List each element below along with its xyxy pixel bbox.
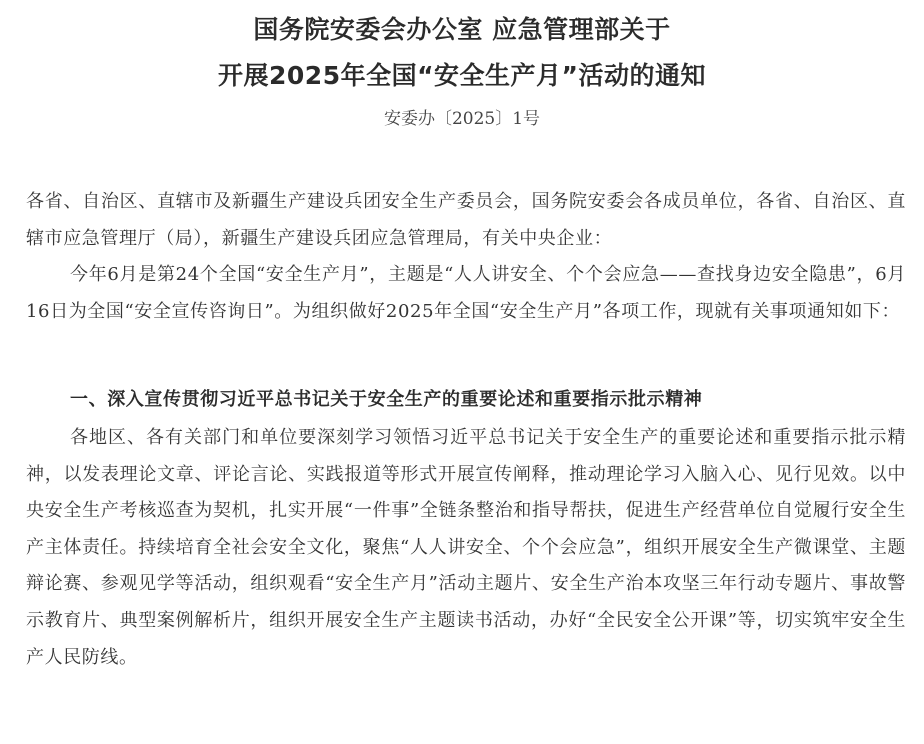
document-title-line-2: 开展2025年全国“安全生产月”活动的通知 [218,61,706,90]
section-1-body: 各地区、各有关部门和单位要深刻学习领悟习近平总书记关于安全生产的重要论述和重要指示批示精神，以发表理论文章、评论言论、实践报道等形式开展宣传阐释，推动理论学习入脑入心、见行见效。以中央安全生产考核巡查为契机，扎实开展“一件事”全链条整治和指导帮扶，促进生产经营单位自觉履行安全生产主体责任。持续培育全社会安全文化，聚焦“人人讲安全、个个会应急”，组织开展安全生产微课堂、主题辩论赛、参观见学等活动，组织观看“安全生产月”活动主题片、安全生产治本攻坚三年行动专题片、事故警示教育片、典型案例解析片，组织开展安全生产主题读书活动，办好“全民安全公开课”等，切实筑牢安全生产人民防线。 [26,427,906,668]
intro-paragraph: 今年6月是第24个全国“安全生产月”，主题是“人人讲安全、个个会应急——查找身边安全隐患”，6月16日为全国“安全宣传咨询日”。为组织做好2025年全国“安全生产月”各项工作，现就有关事项通知如下： [26,264,906,322]
document-title-line-1: 国务院安委会办公室 应急管理部关于 [253,15,671,44]
addressee-paragraph: 各省、自治区、直辖市及新疆生产建设兵团安全生产委员会，国务院安委会各成员单位，各省、自治区、直辖市应急管理厅（局），新疆生产建设兵团应急管理局，有关中央企业： [26,191,906,249]
section-1-heading: 一、深入宣传贯彻习近平总书记关于安全生产的重要论述和重要指示批示精神 [70,389,703,410]
document-number: 安委办〔2025〕1号 [383,109,541,129]
